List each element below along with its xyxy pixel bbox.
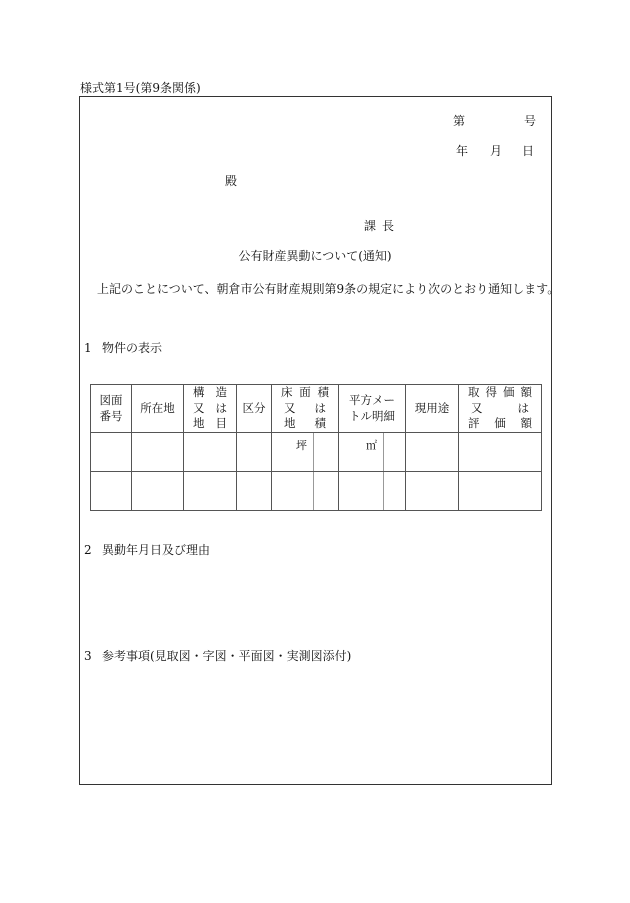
cell-current-use[interactable] <box>406 433 459 472</box>
header-line <box>459 385 541 401</box>
form-caption: 様式第1号(第9条関係) <box>80 81 201 95</box>
header-char: 又 <box>471 400 483 415</box>
header-line <box>459 416 541 432</box>
header-char: 額 <box>520 385 532 400</box>
section-number: 1 <box>84 341 92 355</box>
header-char: は <box>314 400 326 415</box>
header-sqm-detail <box>339 385 406 433</box>
header-char: 面 <box>299 385 311 400</box>
header-char: 価 <box>503 385 515 400</box>
cell-value[interactable] <box>459 472 542 511</box>
header-char: 積 <box>314 416 326 431</box>
header-line <box>459 401 541 417</box>
body-text: 上記のことについて、朝倉市公有財産規則第9条の規定により次のとおり通知します。 <box>97 282 560 296</box>
section-label: 異動年月日及び理由 <box>102 543 211 557</box>
cell-sqm-detail[interactable] <box>339 433 406 472</box>
cell-floor-area[interactable] <box>272 472 339 511</box>
header-char: 地 <box>193 416 205 431</box>
header-char: 又 <box>193 400 205 415</box>
header-char: 又 <box>284 400 296 415</box>
date-day: 日 <box>521 144 534 158</box>
header-char: 目 <box>215 416 227 431</box>
cell-category[interactable] <box>237 433 272 472</box>
property-table <box>90 384 542 511</box>
document-title: 公有財産異動について(通知) <box>238 249 392 263</box>
header-char: 額 <box>520 416 532 431</box>
header-line <box>184 416 236 432</box>
header-line: 番号 <box>99 408 123 423</box>
header-line <box>272 416 338 432</box>
header-map-number <box>91 385 132 433</box>
section-1-heading <box>84 342 162 354</box>
date-month: 月 <box>490 144 503 158</box>
header-category: 区分 <box>237 385 272 433</box>
date-year: 年 <box>456 144 469 158</box>
sender-title: 課長 <box>364 219 401 233</box>
header-line: 平方メー <box>349 392 395 407</box>
header-line <box>272 401 338 417</box>
section-label: 物件の表示 <box>102 341 163 355</box>
section-label: 参考事項(見取図・字図・平面図・実測図添付) <box>102 649 352 663</box>
cell-structure[interactable] <box>184 433 237 472</box>
cell-floor-area[interactable] <box>272 433 339 472</box>
header-line <box>272 385 338 401</box>
addressee: 殿 <box>225 174 238 188</box>
header-char: は <box>517 400 529 415</box>
header-current-use: 現用途 <box>406 385 459 433</box>
unit-tsubo: 坪 <box>296 439 307 452</box>
cell-value[interactable] <box>459 433 542 472</box>
cell-current-use[interactable] <box>406 472 459 511</box>
header-char: 取 <box>468 385 480 400</box>
sqm-fraction[interactable] <box>384 433 405 471</box>
cell-map-number[interactable] <box>91 433 132 472</box>
cell-structure[interactable] <box>184 472 237 511</box>
header-value <box>459 385 542 433</box>
header-line: トル明細 <box>349 408 395 423</box>
header-char: 床 <box>281 385 293 400</box>
cell-sqm-detail[interactable] <box>339 472 406 511</box>
header-char: 構 <box>193 385 205 400</box>
floor-area-fraction[interactable] <box>314 433 338 471</box>
doc-number-prefix: 第 <box>453 114 466 128</box>
section-number: 2 <box>84 543 92 557</box>
document-number <box>453 115 536 127</box>
cell-location[interactable] <box>132 433 184 472</box>
section-3-heading <box>84 650 351 662</box>
cell-location[interactable] <box>132 472 184 511</box>
header-char: 造 <box>215 385 227 400</box>
section-number: 3 <box>84 649 92 663</box>
cell-map-number[interactable] <box>91 472 132 511</box>
header-char: 地 <box>284 416 296 431</box>
header-structure <box>184 385 237 433</box>
header-line: 図面 <box>99 392 123 407</box>
header-line <box>184 401 236 417</box>
header-location: 所在地 <box>132 385 184 433</box>
section-2-heading <box>84 544 210 556</box>
unit-sqm: ㎡ <box>366 439 377 452</box>
header-floor-area <box>272 385 339 433</box>
header-char: 得 <box>485 385 497 400</box>
header-char: 価 <box>494 416 506 431</box>
header-char: は <box>215 400 227 415</box>
doc-number-suffix: 号 <box>523 114 536 128</box>
header-line <box>184 385 236 401</box>
document-date <box>456 145 534 157</box>
cell-category[interactable] <box>237 472 272 511</box>
header-char: 積 <box>317 385 329 400</box>
header-char: 評 <box>468 416 480 431</box>
